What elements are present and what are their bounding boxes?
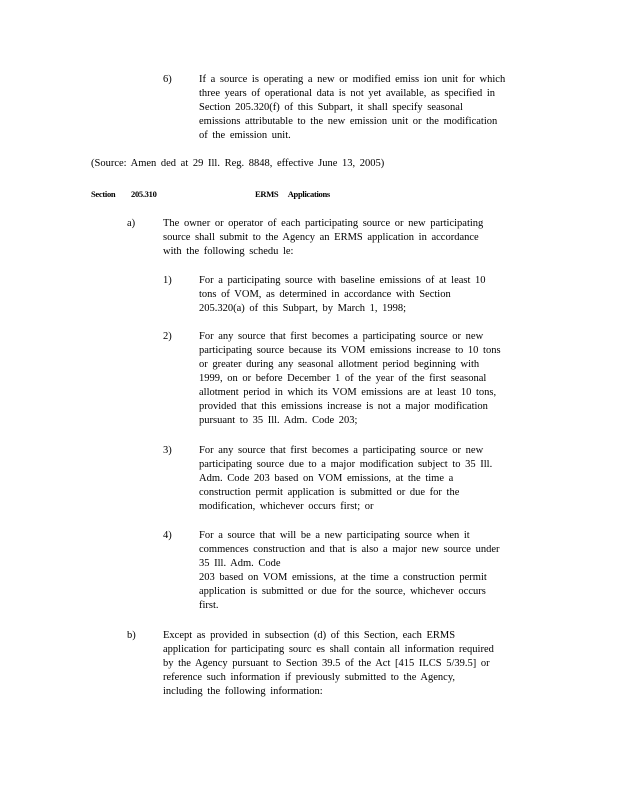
item-6-number: 6) — [163, 74, 172, 85]
section-number: 205.310 — [131, 189, 157, 199]
item-a4-number: 4) — [163, 530, 172, 541]
item-a2-number: 2) — [163, 331, 172, 342]
source-note: (Source: Amen ded at 29 Ill. Reg. 8848, effective June 13, 2005) — [91, 158, 385, 169]
item-a1-text: For a participating source with baseline emissions of at least 10 tons of VOM, as determined in accordance with Section 205.320(a) of this Subpart, by March 1, 1998; — [199, 275, 486, 314]
item-a1-number: 1) — [163, 275, 172, 286]
subsection-a-text: The owner or operator of each participating source or new participating source shall submit to the Agency an ERMS application in accordance with the following schedu le: — [163, 218, 484, 257]
item-a2-text: For any source that first becomes a participating source or new participating source because its VOM emissions increase to 10 tons or greater during any seasonal allotment period beginning with 1999, on or before December 1 of the year of the first seasonal allotment period in which its VOM emissions are at least 10 tons, provided that this emissions increase is not a major modification pursuant to 35 Ill. Adm. Code 203; — [199, 331, 501, 426]
subsection-b-text: Except as provided in subsection (d) of this Section, each ERMS application for participating sourc es shall contain all information required by the Agency pursuant to Section 39.5 of the Act [415 ILCS 5/39.5] or reference such information if previously submitted to the Agency, including the following information: — [163, 630, 494, 697]
subsection-a-marker: a) — [127, 218, 136, 229]
item-a3-number: 3) — [163, 445, 172, 456]
section-title: ERMS Applications — [255, 189, 330, 199]
item-a3-text: For any source that first becomes a participating source or new participating source due to a major modification subject to 35 Ill. Adm. Code 203 based on VOM emissions, at the time a construction permit application is submitted or due for the modification, whichever occurs first; or — [199, 445, 493, 512]
item-a4-text: For a source that will be a new participating source when it commences construction and that is also a major new source under 35 Ill. Adm. Code 203 based on VOM emissions, at the time a construction permit application is submitted or due for the source, whichever occurs first. — [199, 530, 500, 611]
subsection-b-marker: b) — [127, 630, 136, 641]
item-6-text: If a source is operating a new or modified emiss ion unit for which three years of operational data is not yet available, as specified in Section 205.320(f) of this Subpart, it shall specify seasonal emissions attributable to the new emission unit or the modification of the emission unit. — [199, 74, 506, 141]
section-label: Section — [91, 189, 116, 199]
